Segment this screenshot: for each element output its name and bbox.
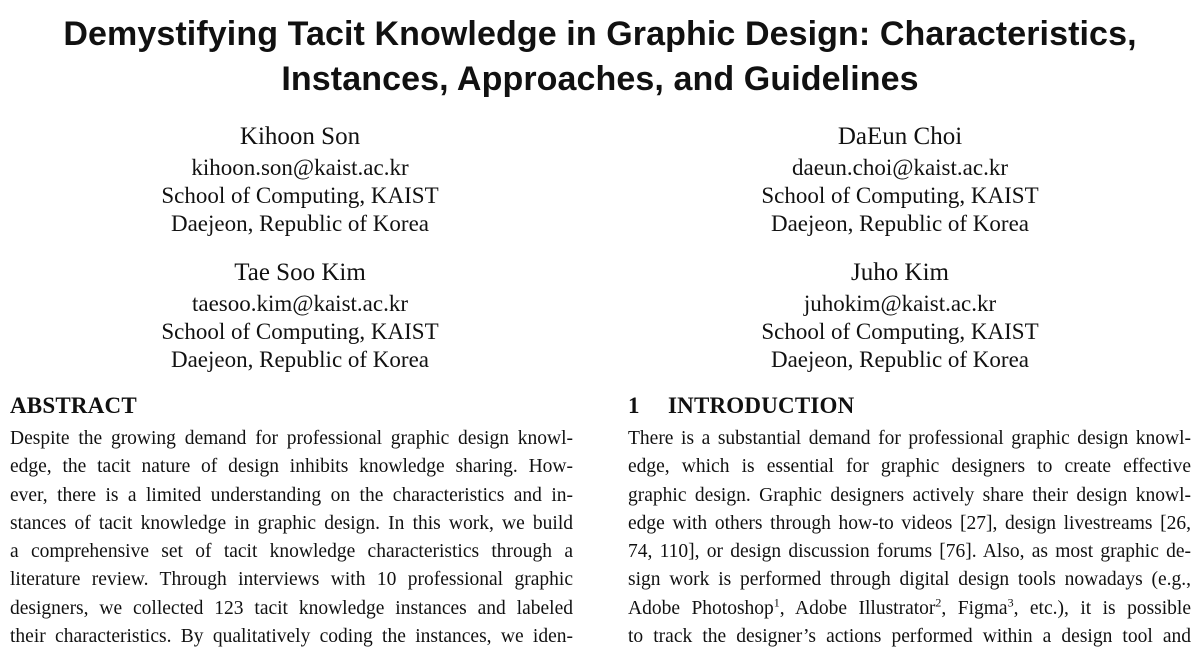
- paper-title: [0, 12, 1200, 102]
- line-tail: , etc.), it is possible: [1013, 597, 1191, 619]
- tool-illustrator: , Adobe Illustrator: [779, 597, 936, 619]
- intro-line: edge, which is essential for graphic designers to create effective: [628, 456, 1191, 478]
- footnote-marker: 3: [1007, 595, 1014, 610]
- author-location: Daejeon, Republic of Korea: [170, 211, 429, 236]
- intro-line: graphic design. Graphic designers actively share their design knowl-: [628, 484, 1191, 506]
- footnote-marker: 2: [935, 595, 942, 610]
- author-affiliation: School of Computing, KAIST: [161, 319, 439, 344]
- intro-line: sign work is performed through digital design tools nowadays (e.g.,: [628, 569, 1191, 591]
- author-email: daeun.choi@kaist.ac.kr: [792, 155, 1008, 180]
- abstract-line: edge, the tacit nature of design inhibits knowledge sharing. How-: [10, 456, 573, 478]
- tool-photoshop: Adobe Photoshop: [628, 597, 774, 619]
- abstract-heading: ABSTRACT: [10, 393, 137, 418]
- section-title: INTRODUCTION: [668, 393, 855, 418]
- introduction-body: [628, 425, 1191, 651]
- author-location: Daejeon, Republic of Korea: [770, 211, 1029, 236]
- title-line-1: Demystifying Tacit Knowledge in Graphic Design: Characteristics,: [63, 15, 1137, 53]
- abstract-line: designers, we collected 123 tacit knowledge instances and labeled: [10, 597, 573, 619]
- abstract-line: ever, there is a limited understanding on the characteristics and in-: [10, 484, 573, 506]
- author-location: Daejeon, Republic of Korea: [770, 347, 1029, 372]
- author-email: taesoo.kim@kaist.ac.kr: [192, 291, 408, 316]
- author-affiliation: School of Computing, KAIST: [761, 183, 1039, 208]
- author-name: DaEun Choi: [837, 123, 963, 150]
- abstract-line: Despite the growing demand for professional graphic design knowl-: [10, 428, 573, 449]
- author-name: Tae Soo Kim: [234, 259, 366, 286]
- abstract-line: a comprehensive set of tacit knowledge characteristics through a: [10, 541, 573, 563]
- introduction-heading: [628, 392, 854, 420]
- author-block-daeun-choi: [600, 122, 1200, 238]
- abstract-line: stances of tacit knowledge in graphic design. In this work, we build: [10, 512, 573, 534]
- intro-line: to track the designer’s actions performed within a design tool and: [628, 626, 1191, 648]
- title-line-2: Instances, Approaches, and Guidelines: [281, 60, 919, 98]
- section-number: 1: [628, 393, 640, 418]
- author-block-tae-soo-kim: [0, 258, 600, 374]
- author-affiliation: School of Computing, KAIST: [161, 183, 439, 208]
- author-location: Daejeon, Republic of Korea: [170, 347, 429, 372]
- abstract-body: [10, 425, 573, 651]
- author-block-kihoon-son: [0, 122, 600, 238]
- intro-line: There is a substantial demand for professional graphic design knowl-: [628, 428, 1191, 449]
- footnote-marker: 1: [773, 595, 780, 610]
- author-email: kihoon.son@kaist.ac.kr: [191, 155, 409, 180]
- author-affiliation: School of Computing, KAIST: [761, 319, 1039, 344]
- author-name: Juho Kim: [851, 259, 949, 286]
- intro-line-footnotes: [628, 595, 1191, 623]
- author-name: Kihoon Son: [239, 123, 361, 150]
- author-email: juhokim@kaist.ac.kr: [803, 291, 997, 316]
- intro-line: 74, 110], or design discussion forums [76]. Also, as most graphic de-: [628, 541, 1191, 563]
- intro-line: edge with others through how-to videos [27], design livestreams [26,: [628, 512, 1191, 534]
- abstract-line: literature review. Through interviews with 10 professional graphic: [10, 569, 573, 591]
- tool-figma: , Figma: [941, 597, 1008, 619]
- author-block-juho-kim: [600, 258, 1200, 374]
- abstract-line: their characteristics. By qualitatively coding the instances, we iden-: [10, 626, 573, 648]
